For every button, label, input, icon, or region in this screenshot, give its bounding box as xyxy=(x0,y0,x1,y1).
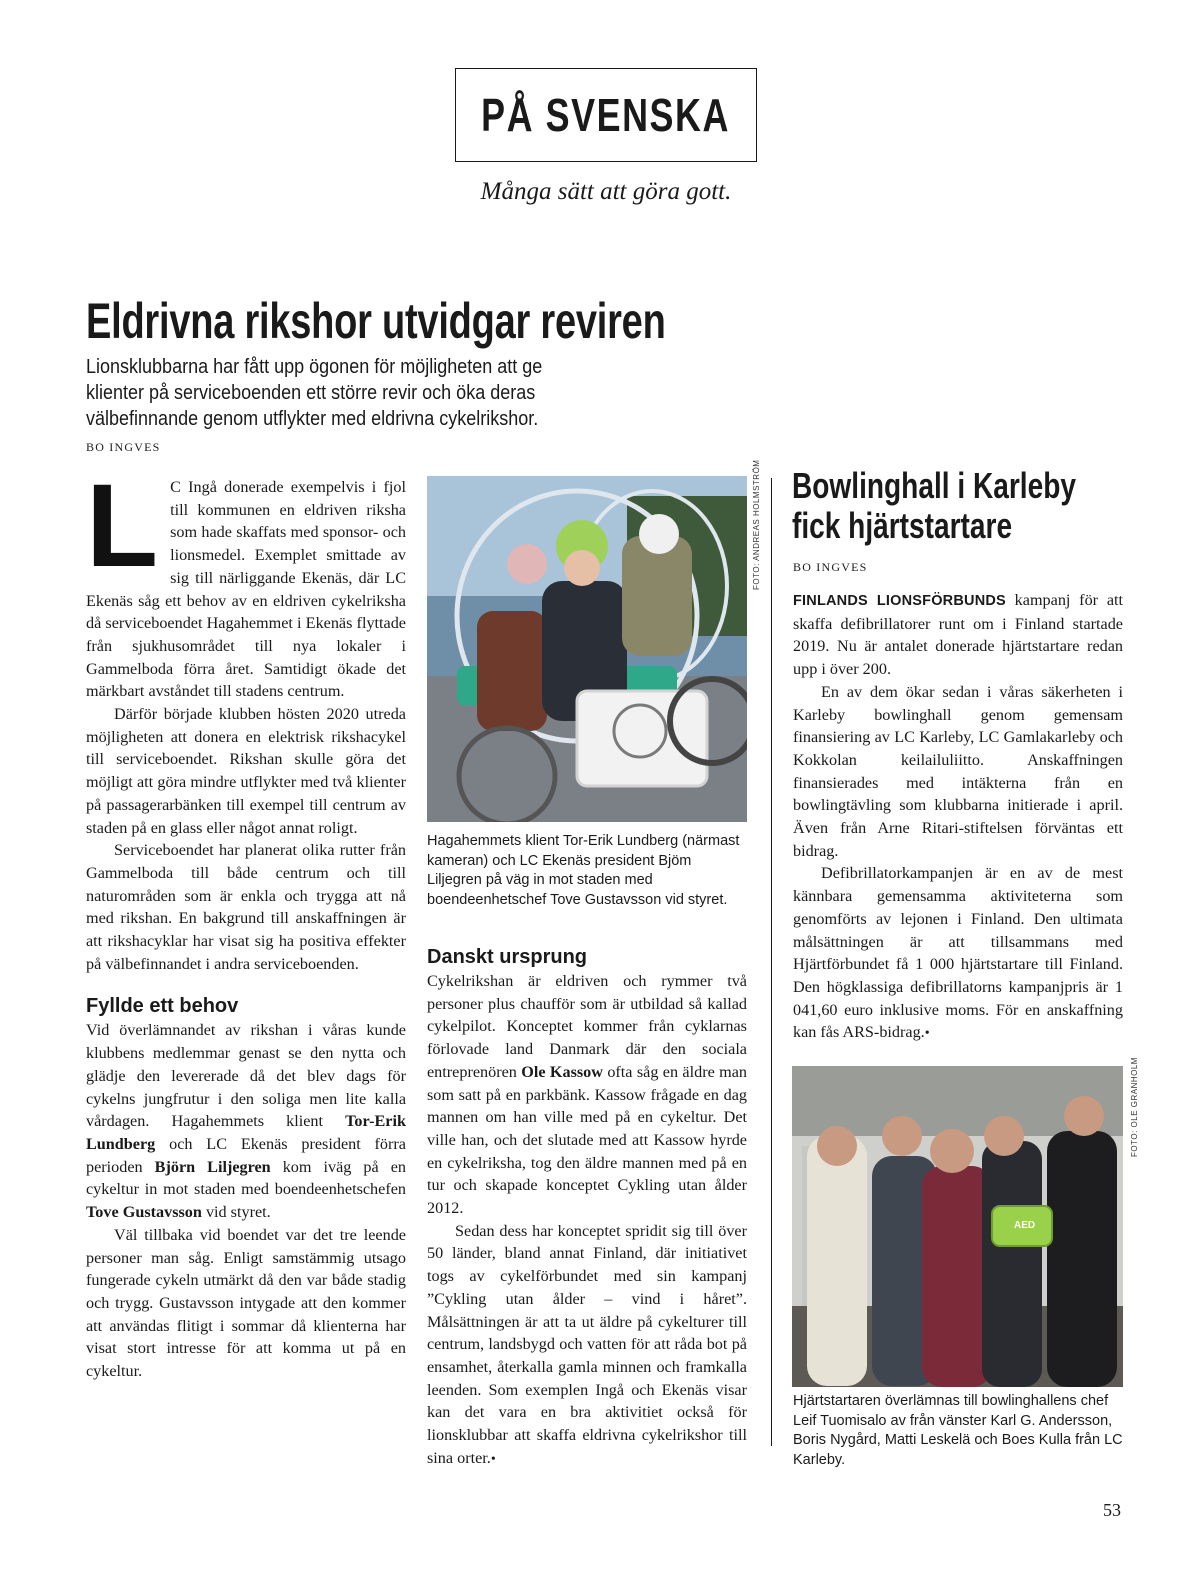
subheading: Danskt ursprung xyxy=(427,946,588,968)
column-divider xyxy=(771,478,772,1446)
paragraph: FINLANDS LIONSFÖRBUNDS kampanj för att skaffa defibrillatorer runt om i Finland startade 2019. Nu är antalet donerade hjärtstartare redan upp i över 200. xyxy=(793,591,1124,679)
paragraph-text: C Ingå donerade exempelvis i fjol till kommunen en eldriven riksha som hade skaffats med sponsor- och lionsmedel. Exemplet smittade av sig till närliggande Ekenäs, där LC Ekenäs såg ett behov av en eldriven cykelriksha då serviceboendet Hagahemmet i Ekenäs flyttade från sjukhusområdet till nya lokaler i Gammelboda förra året. Samtidigt ökade det märkbart avståndet till stadens centrum. xyxy=(86,478,406,701)
paragraph: Vid överlämnandet av rikshan i våras kunde klubbens medlemmar genast se den nytta och glädje den levererade då det blev dags för cykelns jungfrutur i den soliga men lite kalla vårdagen. Hagahemmets klient Tor-Erik Lundberg och LC Ekenäs president förra perioden Björn Liljegren kom iväg på en cykeltur in mot staden med boendeenhetschefen Tove Gustavsson vid styret. xyxy=(86,1021,406,1222)
paragraph: Därför började klubben hösten 2020 utreda möjligheten att donera en elektrisk rikshacykel till serviceboendet. Rikshan skulle göra det möjligt att göra mindre utflykter med två klienter på passagerarbänken till exempel till centrum av staden på en glass eller något annat roligt. xyxy=(86,705,406,837)
section-title: PÅ SVENSKA xyxy=(481,89,731,141)
sidebar-headline xyxy=(792,466,1152,546)
person-name: Björn Liljegren xyxy=(154,1157,271,1176)
column-1 xyxy=(86,460,406,1383)
subheading: Fyllde ett behov xyxy=(86,995,239,1018)
article-lead xyxy=(86,354,706,432)
column-3 xyxy=(793,589,1123,1046)
column-2 xyxy=(427,930,747,1471)
end-mark: • xyxy=(924,1026,930,1042)
paragraph xyxy=(86,460,406,703)
paragraph: En av dem ökar sedan i våras säkerheten i Karleby bowlinghall genom gemensam finansiering av LC Karleby, LC Gamlakarleby och Kokkolan keilailuliitto. Anskaffningen finansierades med intäkterna från en bowlingtävling som klubbarna initierade i april. Även från Arne Ritari-stiftelsen förväntas ett bidrag. xyxy=(793,682,1123,860)
lead-line: välbefinnande genom utflykter med eldrivna cykelrikshor. xyxy=(86,408,539,430)
drop-cap: L xyxy=(86,460,159,592)
person-name: Ole Kassow xyxy=(521,1062,603,1081)
page-number: 53 xyxy=(1103,1500,1121,1520)
lead-line: Lionsklubbarna har fått upp ögonen för möjligheten att ge xyxy=(86,356,543,378)
rickshaw-photo xyxy=(427,476,747,822)
rickshaw-photo-illustration xyxy=(427,476,747,822)
headline-line: Bowlinghall i Karleby xyxy=(792,465,1076,506)
photo-caption: Hagahemmets klient Tor-Erik Lundberg (närmast kameran) och LC Ekenäs president Bjöm Liljegren på väg in mot staden med boendeenhetschef Tove Gustavsson vid styret. xyxy=(427,833,740,908)
paragraph: Väl tillbaka vid boendet var det tre leende personer man såg. Enligt samstämmig utsago fungerade cykeln utmärkt då den var både stadig och trygg. Gustavsson intygade att den kommer att användas flitigt i sommar då klienterna har visat stort intresse för att komma ut på en cykeltur. xyxy=(86,1225,406,1381)
bowling-photo-illustration xyxy=(792,1066,1123,1387)
article-byline: BO INGVES xyxy=(86,440,161,454)
paragraph: Serviceboendet har planerat olika rutter från Gammelboda till både centrum och till naturområden som är enkla och trygga att nå med rikshan. En bakgrund till anskaffningen är att rikshacyklar har visat sig ha positiva effekter på välbefinnandet i andra serviceboenden. xyxy=(86,841,406,973)
aed-label: AED xyxy=(1014,1220,1036,1231)
photo-caption: Hjärtstartaren överlämnas till bowlinghallens chef Leif Tuomisalo av från vänster Karl G. Andersson, Boris Nygård, Matti Leskelä och Boes Kulla från LC Karleby. xyxy=(793,1393,1123,1468)
person-name: Tove Gustavsson xyxy=(86,1203,202,1222)
section-title-box xyxy=(455,68,757,162)
paragraph: Sedan dess har konceptet spridit sig till över 50 länder, bland annat Finland, där initiativet togs av cykelförbundet med sin kampanj ”Cykling utan ålder – vind i håret”. Målsättningen är att ta ut äldre på cykelturer till centrum, landsbygd och vatten för att råda bot på ensamhet, återkalla gamla minnen och framkalla leenden. Som exemplen Ingå och Ekenäs visar kan det vara en bra aktivitiet också för lionsklubbar att skaffa eldrivna cykelrikshor till sina orter.• xyxy=(427,1221,747,1467)
photo-credit: FOTO: ANDREAS HOLMSTRÖM xyxy=(752,459,761,590)
lead-in: FINLANDS LIONSFÖRBUNDS xyxy=(793,593,1006,609)
bowling-photo xyxy=(792,1066,1123,1387)
lead-line: klienter på serviceboenden ett större revir och öka deras xyxy=(86,382,536,404)
photo-credit: FOTO: OLE GRANHOLM xyxy=(1130,1057,1139,1157)
end-mark: • xyxy=(490,1451,496,1467)
paragraph: Defibrillatorkampanjen är en av de mest kännbara gemensamma aktiviteterna som genomförts av lejonen i Finland. Den ultimata målsättningen är att tillsammans med Hjärtförbundet få 1 000 hjärtstartare till Finland. Den högklassiga defibrillatorns kampanjpris är 1 041,60 euro inklusive moms. För en anskaffning kan fås ARS-bidrag.• xyxy=(793,864,1123,1042)
person-name: Tor-Erik Lundberg xyxy=(86,1112,406,1153)
article-headline: Eldrivna rikshor utvidgar reviren xyxy=(86,293,666,349)
sidebar-byline: BO INGVES xyxy=(793,560,868,574)
headline-line: fick hjärtstartare xyxy=(792,505,1013,546)
paragraph: Cykelrikshan är eldriven och rymmer två personer plus chaufför som är utbildad så kallad cykelpilot. Konceptet kommer från cyklarnas förlovade land Danmark där den sociala entreprenören Ole Kassow ofta såg en äldre man som satt på en parkbänk. Kassow frågade en dag mannen om han ville med på en cykeltur. Det ville han, och det slutade med att Kassow hyrde en cykelriksha, tog den äldre mannen med på en tur och skapade konceptet Cykling utan ålder 2012. xyxy=(427,972,747,1218)
section-tagline: Många sätt att göra gott. xyxy=(480,178,732,205)
